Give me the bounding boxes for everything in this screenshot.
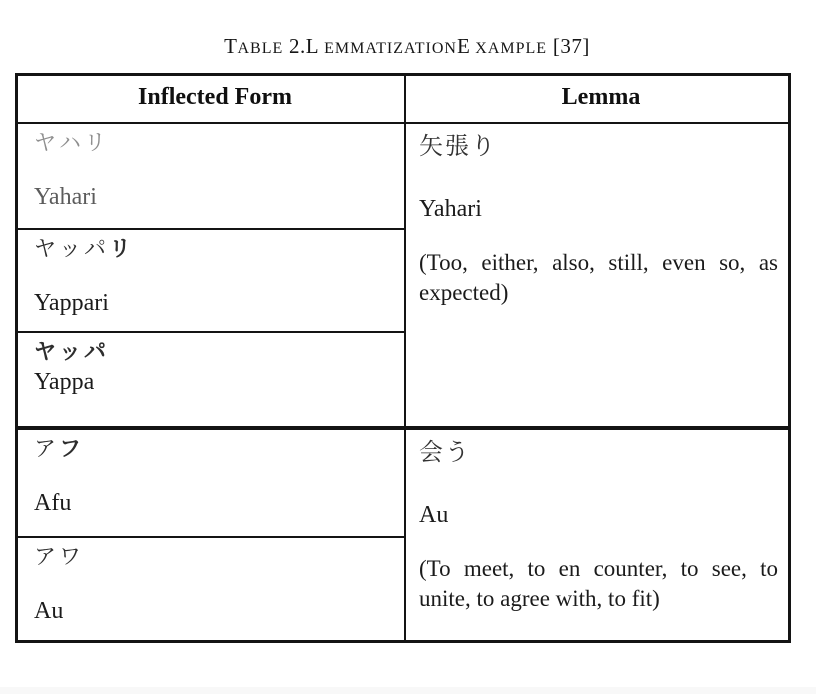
romanized-text: Au bbox=[419, 502, 449, 528]
kana-text bbox=[34, 436, 396, 464]
caption-segment: XAMPLE bbox=[470, 40, 548, 57]
romanized-text: Au bbox=[34, 598, 64, 624]
kana-bold: フ bbox=[59, 437, 85, 462]
kana-regular: ヤッパ bbox=[34, 237, 110, 262]
kana-regular: ア bbox=[34, 437, 60, 462]
table-cell-inflected-awa bbox=[18, 536, 404, 640]
caption-segment: 2. bbox=[283, 34, 306, 58]
caption-segment: [37] bbox=[547, 34, 590, 58]
romanized-text: Yappari bbox=[34, 290, 109, 316]
lemmatization-table bbox=[15, 73, 791, 643]
romanized-text: Afu bbox=[34, 490, 72, 516]
table-cell-lemma-yahari bbox=[404, 124, 788, 426]
table-cell-lemma-au bbox=[404, 426, 788, 640]
table-cell-inflected-afu bbox=[18, 426, 404, 536]
caption-segment: L bbox=[305, 34, 320, 58]
table-caption bbox=[15, 16, 791, 59]
page-bottom-edge bbox=[0, 687, 816, 694]
romanized-text: Yappa bbox=[34, 369, 95, 395]
romanized-text: Yahari bbox=[34, 184, 97, 210]
romanized-text: Yahari bbox=[419, 196, 482, 222]
caption-segment: ABLE bbox=[237, 40, 284, 57]
caption-segment: E bbox=[456, 34, 471, 58]
table-cell-inflected-yappari bbox=[18, 228, 404, 331]
column-header-inflected-form: Inflected Form bbox=[18, 76, 404, 124]
kanji-text: 会う bbox=[419, 438, 471, 466]
kana-text: アワ bbox=[34, 545, 85, 570]
column-header-lemma: Lemma bbox=[404, 76, 788, 124]
kanji-text: 矢張り bbox=[419, 132, 497, 160]
kana-bold: リ bbox=[109, 237, 135, 262]
table-cell-inflected-yappa bbox=[18, 331, 404, 426]
kana-text: ヤハリ bbox=[34, 131, 110, 156]
kana-text bbox=[34, 236, 396, 264]
kana-text: ヤッパ bbox=[34, 340, 110, 365]
caption-segment: T bbox=[224, 34, 238, 58]
gloss-text: (Too, either, also, still, even so, as expected) bbox=[419, 250, 778, 305]
table-cell-inflected-yahari bbox=[18, 124, 404, 228]
caption-segment: EMMATIZATION bbox=[319, 40, 457, 57]
gloss-text: (To meet, to en counter, to see, to unite, to agree with, to fit) bbox=[419, 556, 778, 611]
